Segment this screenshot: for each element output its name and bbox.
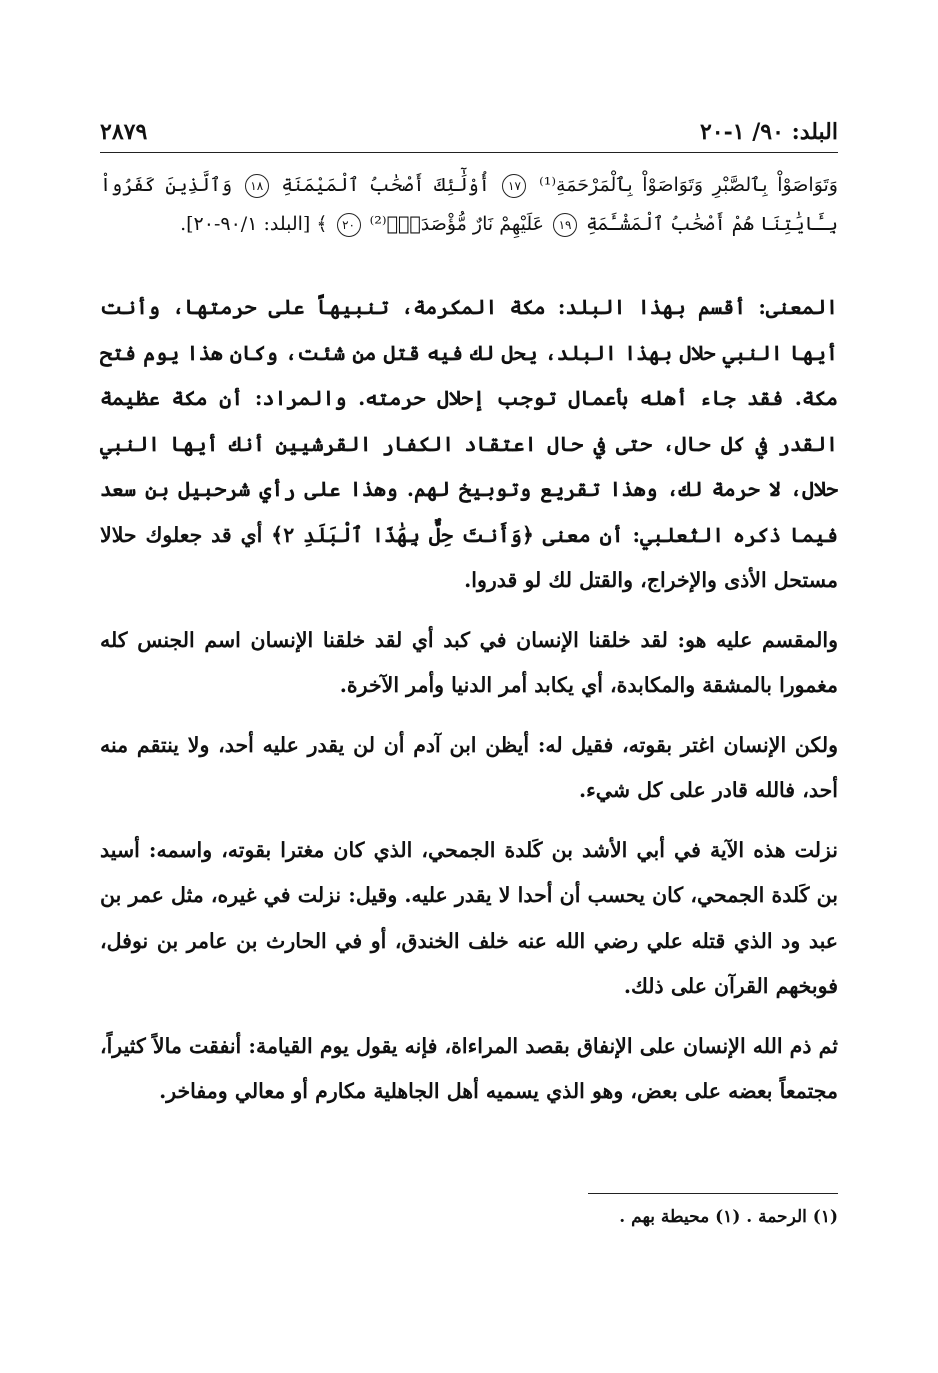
footnote: (١) الرحمة . (١) محيطة بهم .	[619, 1207, 838, 1227]
ayah-number-marker: ١٧	[502, 174, 526, 198]
paragraph: ولكن الإنسان اغتر بقوته، فقيل له: أيظن ابن آدم أن لن يقدر عليه أحد، ولا ينتقم منه أحد، فالله قادر على كل شيء.	[100, 732, 838, 802]
ayah-number-marker: ٢٠	[337, 213, 361, 237]
paragraph: ثم ذم الله الإنسان على الإنفاق بقصد المراءاة، فإنه يقول يوم القيامة: أنفقت مالاً كثيراً، مجتمعاً بعضه على بعض، وهو الذي يسميه أهل الجاهلية مكارم أو معالي ومفاخر.	[100, 1033, 838, 1103]
ayah-number-marker: ١٨	[245, 174, 269, 198]
paragraph: والمقسم عليه هو: لقد خلقنا الإنسان في كبد أي لقد خلقنا الإنسان اسم الجنس كله مغمورا بالمشقة والمكابدة، أي يكابد أمر الدنيا وأمر الآخرة.	[100, 627, 838, 697]
verse-text: وَٱلَّذِينَ كَفَرُواْ بِـَٔايَٰتِنَا هُمْ أَصْحَٰبُ ٱلْمَشْـَٔمَةِ	[100, 174, 838, 235]
footnote-divider	[588, 1193, 838, 1194]
verse-citation: ﴾ [البلد: ٩٠/١-٢٠].	[180, 213, 328, 235]
page-header	[100, 112, 838, 153]
commentary-body	[100, 285, 838, 1129]
verse-text: عَلَيْهِمْ نَارٌ مُّؤْصَدَةٌۢ⁽²⁾	[369, 213, 544, 235]
page-number: ٢٨٧٩	[100, 119, 148, 145]
paragraph: نزلت هذه الآية في أبي الأشد بن كَلدة الجمحي، الذي كان مغترا بقوته، واسمه: أسيد بن كَلدة الجمحي، كان يحسب أن أحدا لا يقدر عليه. وقيل: نزلت في غيره، مثل عمر بن عبد ود الذي قتله علي رضي الله عنه خلف الخندق، أو في الحارث بن عامر بن نوفل، فوبخهم القرآن على ذلك.	[100, 837, 838, 998]
verse-text: وَتَوَاصَوْاْ بِٱلصَّبْرِ وَتَوَاصَوْاْ بِٱلْمَرْحَمَةِ⁽¹⁾	[539, 174, 838, 196]
paragraph: المعنى: أقسم بهذا البلد: مكة المكرمة، تنبيهاً على حرمتها، وأنت أيها النبي حلال بهذا البلد، يحل لك فيه قتل من شئت، وكان هذا يوم فتح مكة. فقد جاء أهله بأعمال توجب إحلال حرمته. والمراد: أن مكة عظيمة القدر في كل حال، حتى في حال اعتقاد الكفار القرشيين أنك أيها النبي حلال، لا حرمة لك، وهذا تقريع وتوبيخ لهم. وهذا على رأي شرحبيل بن سعد فيما ذكره الثعلبي: أن معنى ﴿وَأَنتَ حِلٌّ بِهَٰذَا ٱلْبَلَدِ ٢﴾ أي قد جعلوك حلالا مستحل الأذى والإخراج، والقتل لك لو قدروا.	[100, 295, 838, 592]
ayah-number-marker: ١٩	[553, 213, 577, 237]
quran-verses	[100, 166, 838, 244]
verse-text: أُوْلَٰٓئِكَ أَصْحَٰبُ ٱلْمَيْمَنَةِ	[281, 174, 490, 196]
running-title: البلد: ٩٠/ ١-٢٠	[699, 119, 838, 145]
